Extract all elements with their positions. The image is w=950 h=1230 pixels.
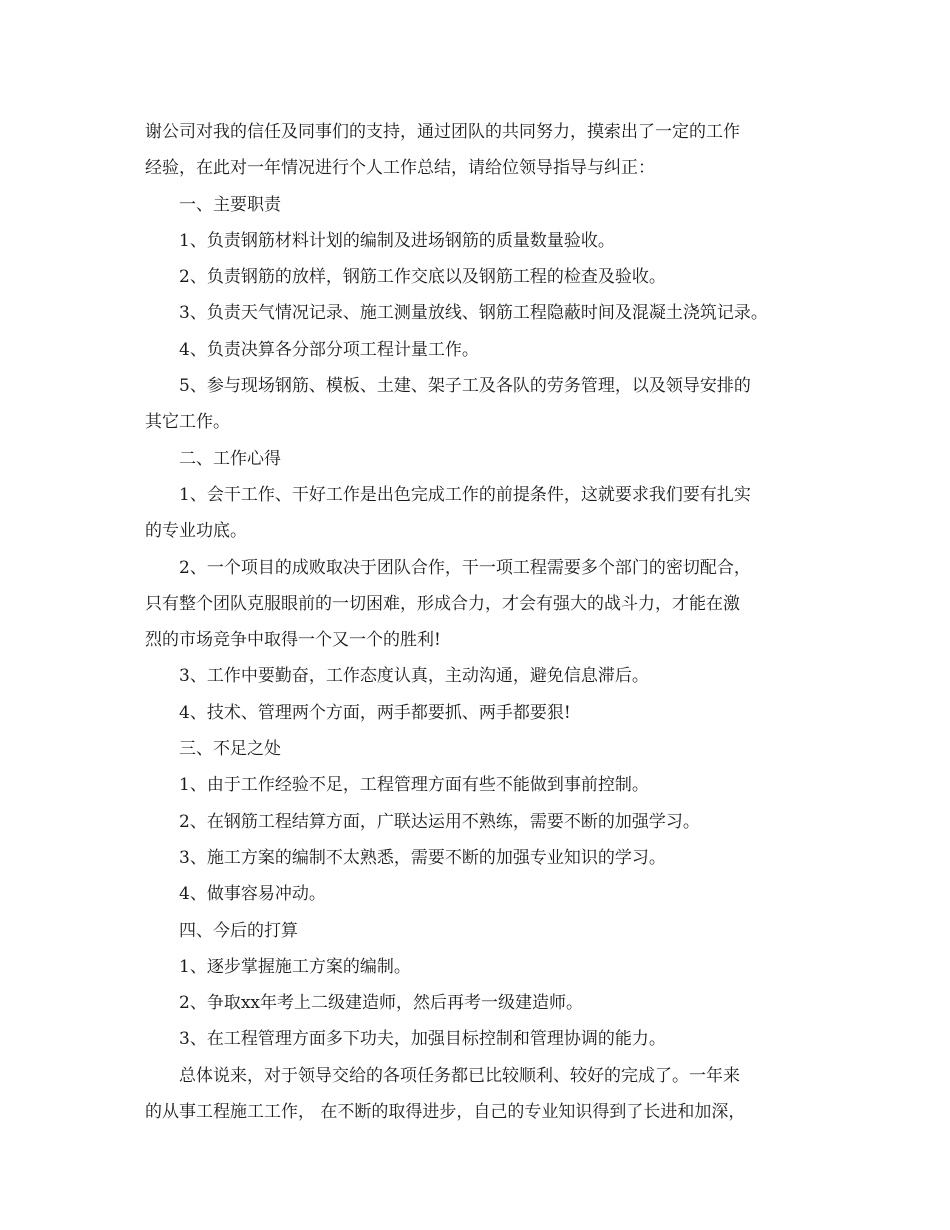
- paragraph-line: 总体说来，对于领导交给的各项任务都已比较顺利、较好的完成了。一年来: [179, 1065, 740, 1086]
- list-item: 2、争取xx年考上二级建造师，然后再考一级建造师。: [179, 993, 583, 1014]
- list-item: 1、逐步掌握施工方案的编制。: [179, 956, 411, 977]
- list-item: 3、负责天气情况记录、施工测量放线、钢筋工程隐蔽时间及混凝土浇筑记录。: [179, 303, 768, 324]
- list-item: 5、参与现场钢筋、模板、土建、架子工及各队的劳务管理，以及领导安排的: [179, 376, 751, 397]
- text-line: 其它工作。: [145, 412, 230, 433]
- document-body: [145, 114, 825, 1130]
- text-line: 经验，在此对一年情况进行个人工作总结，请给位领导指导与纠正：: [145, 158, 655, 179]
- list-item: 3、在工程管理方面多下功夫，加强目标控制和管理协调的能力。: [179, 1029, 666, 1050]
- list-item: 2、负责钢筋的放样，钢筋工作交底以及钢筋工程的检查及验收。: [179, 267, 666, 288]
- list-item: 4、技术、管理两个方面，两手都要抓、两手都要狠!: [179, 702, 571, 723]
- section-heading: 四、今后的打算: [179, 920, 298, 941]
- section-heading: 二、工作心得: [179, 448, 281, 469]
- section-heading: 三、不足之处: [179, 739, 281, 760]
- list-item: 1、负责钢筋材料计划的编制及进场钢筋的质量数量验收。: [179, 230, 615, 251]
- text-line: 的专业功底。: [145, 521, 247, 542]
- list-item: 4、做事容易冲动。: [179, 884, 326, 905]
- section-heading: 一、主要职责: [179, 194, 281, 215]
- list-item: 3、施工方案的编制不太熟悉，需要不断的加强专业知识的学习。: [179, 847, 666, 868]
- list-item: 1、由于工作经验不足，工程管理方面有些不能做到事前控制。: [179, 775, 649, 796]
- list-item: 1、会干工作、干好工作是出色完成工作的前提条件，这就要求我们要有扎实: [179, 484, 751, 505]
- text-line: 的从事工程施工工作， 在不断的取得进步，自己的专业知识得到了长进和加深，: [145, 1102, 746, 1123]
- text-line: 只有整个团队克服眼前的一切困难，形成合力，才会有强大的战斗力，才能在激: [145, 593, 740, 614]
- text-line: 烈的市场竞争中取得一个又一个的胜利!: [145, 630, 441, 651]
- list-item: 4、负责决算各分部分项工程计量工作。: [179, 339, 479, 360]
- list-item: 2、一个项目的成败取决于团队合作，干一项工程需要多个部门的密切配合，: [179, 557, 751, 578]
- list-item: 3、工作中要勤奋，工作态度认真，主动沟通，避免信息滞后。: [179, 666, 649, 687]
- list-item: 2、在钢筋工程结算方面，广联达运用不熟练，需要不断的加强学习。: [179, 811, 700, 832]
- text-line: 谢公司对我的信任及同事们的支持，通过团队的共同努力，摸索出了一定的工作: [145, 122, 740, 142]
